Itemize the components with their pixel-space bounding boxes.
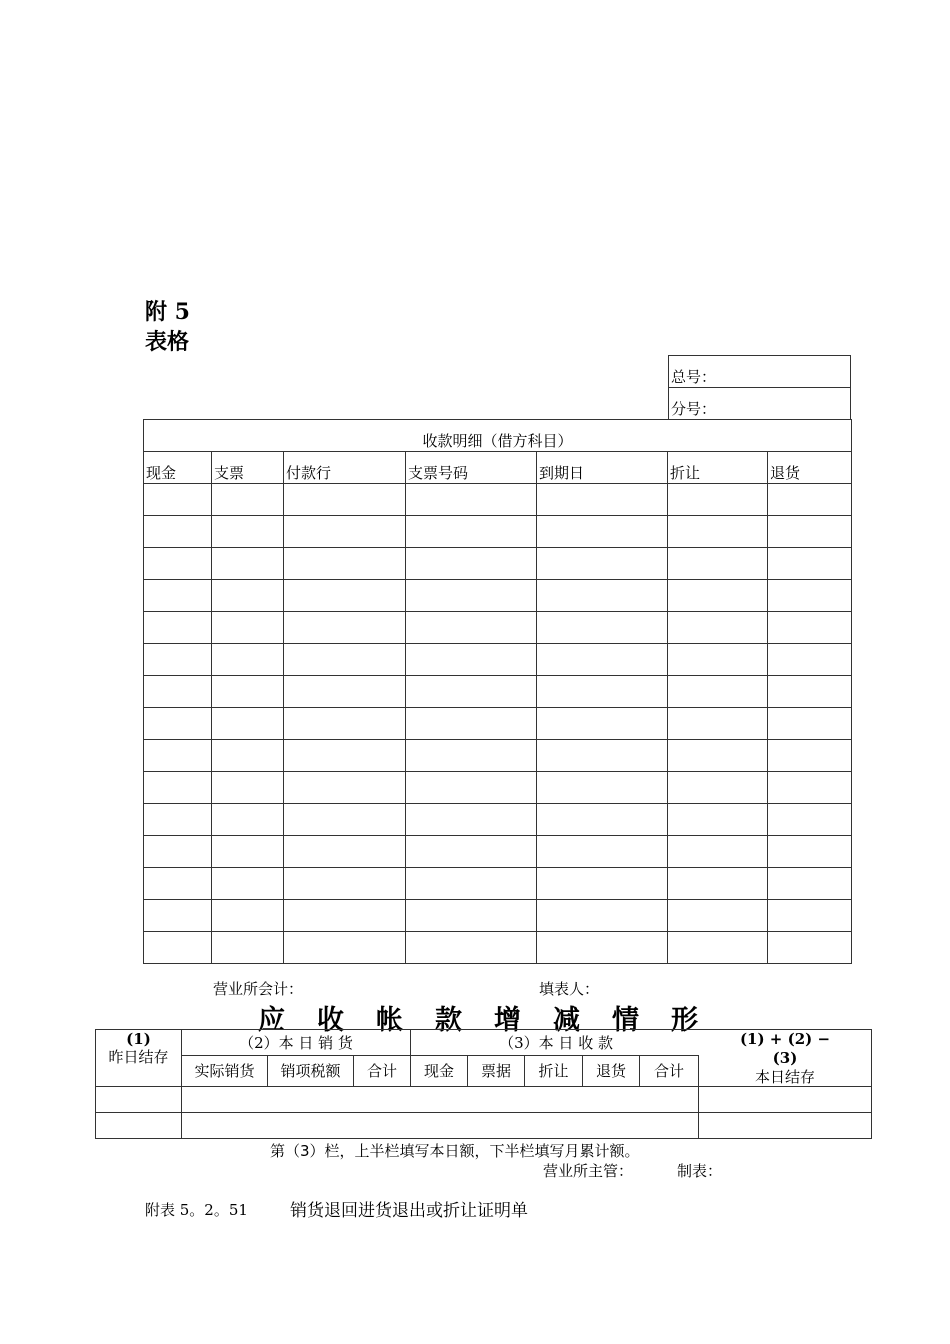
column-header-return: 退货 bbox=[768, 452, 852, 484]
table-cell[interactable] bbox=[668, 708, 768, 740]
table-row bbox=[144, 740, 852, 772]
table-cell[interactable] bbox=[668, 548, 768, 580]
table-cell[interactable] bbox=[144, 708, 212, 740]
table-cell[interactable] bbox=[537, 836, 668, 868]
table-cell[interactable] bbox=[212, 932, 284, 964]
column-header-receipt-notes: 票据 bbox=[468, 1056, 525, 1087]
table-cell[interactable] bbox=[768, 484, 852, 516]
table-cell[interactable] bbox=[284, 772, 406, 804]
yesterday-balance-header bbox=[96, 1030, 182, 1087]
table-row bbox=[96, 1086, 872, 1112]
table-cell[interactable] bbox=[406, 900, 537, 932]
table-cell[interactable] bbox=[144, 836, 212, 868]
table-cell[interactable] bbox=[768, 932, 852, 964]
table-cell[interactable] bbox=[768, 772, 852, 804]
table-cell[interactable] bbox=[144, 612, 212, 644]
table-cell[interactable] bbox=[537, 612, 668, 644]
table-cell[interactable] bbox=[212, 580, 284, 612]
table-cell[interactable] bbox=[284, 708, 406, 740]
table-cell[interactable] bbox=[668, 932, 768, 964]
table-cell[interactable] bbox=[537, 644, 668, 676]
table-row bbox=[144, 644, 852, 676]
serial-number-box bbox=[668, 355, 851, 420]
accountant-signature-label: 营业所会计： bbox=[213, 980, 304, 998]
table-cell[interactable] bbox=[768, 580, 852, 612]
title-character: 增 bbox=[494, 1005, 521, 1036]
table-cell[interactable] bbox=[284, 516, 406, 548]
column-header-receipt-total: 合计 bbox=[640, 1056, 699, 1087]
title-character: 应 bbox=[258, 1005, 285, 1036]
table-row bbox=[96, 1112, 872, 1138]
table-cell[interactable] bbox=[212, 484, 284, 516]
table-cell[interactable] bbox=[212, 836, 284, 868]
total-number-label: 总号： bbox=[669, 356, 851, 388]
table-cell[interactable] bbox=[284, 900, 406, 932]
title-character: 减 bbox=[553, 1005, 580, 1036]
table-row bbox=[144, 676, 852, 708]
table-row bbox=[144, 836, 852, 868]
column-header-actual-sales: 实际销货 bbox=[182, 1056, 268, 1087]
table-cell[interactable] bbox=[212, 900, 284, 932]
today-receipts-group-header: （3）本 日 收 款 bbox=[411, 1030, 872, 1056]
table-cell[interactable] bbox=[537, 772, 668, 804]
table-cell[interactable] bbox=[284, 804, 406, 836]
column-header-check-number: 支票号码 bbox=[406, 452, 537, 484]
table-cell[interactable] bbox=[537, 804, 668, 836]
column-header-receipt-return: 退货 bbox=[583, 1056, 640, 1087]
table-row bbox=[144, 484, 852, 516]
table-cell[interactable] bbox=[96, 1086, 182, 1112]
table-cell[interactable] bbox=[406, 516, 537, 548]
table-cell[interactable] bbox=[212, 516, 284, 548]
table-cell[interactable] bbox=[537, 868, 668, 900]
table-cell[interactable] bbox=[406, 836, 537, 868]
table-cell[interactable] bbox=[537, 484, 668, 516]
table-cell[interactable] bbox=[668, 804, 768, 836]
table-cell[interactable] bbox=[768, 516, 852, 548]
table-cell[interactable] bbox=[284, 932, 406, 964]
table-cell[interactable] bbox=[406, 676, 537, 708]
table-cell[interactable] bbox=[212, 740, 284, 772]
table-cell[interactable] bbox=[96, 1112, 182, 1138]
table-row bbox=[144, 708, 852, 740]
column-header-receipt-cash: 现金 bbox=[411, 1056, 468, 1087]
preparer-signature-label: 填表人： bbox=[539, 980, 600, 998]
section-heading bbox=[145, 297, 190, 357]
table-cell[interactable] bbox=[768, 612, 852, 644]
column-header-output-tax: 销项税额 bbox=[268, 1056, 354, 1087]
table-cell[interactable] bbox=[144, 580, 212, 612]
manager-signature-label: 营业所主管： bbox=[543, 1162, 634, 1180]
today-balance-formula-line-2: (3) bbox=[772, 1049, 798, 1067]
yesterday-balance-label: 昨日结存 bbox=[108, 1048, 169, 1066]
footer-form-title bbox=[290, 1196, 528, 1221]
title-character: 帐 bbox=[376, 1005, 403, 1036]
table-cell[interactable] bbox=[144, 484, 212, 516]
table-cell[interactable] bbox=[768, 868, 852, 900]
table-cell[interactable] bbox=[406, 804, 537, 836]
table-cell[interactable] bbox=[406, 612, 537, 644]
receipt-detail-caption: 收款明细（借方科目） bbox=[144, 420, 852, 452]
table-cell[interactable] bbox=[284, 836, 406, 868]
table-row bbox=[144, 804, 852, 836]
table-cell[interactable] bbox=[144, 868, 212, 900]
table-cell[interactable] bbox=[182, 1112, 699, 1138]
yesterday-balance-number: (1) bbox=[126, 1030, 151, 1048]
table-cell[interactable] bbox=[768, 708, 852, 740]
table-cell[interactable] bbox=[699, 1086, 872, 1112]
column-header-cash: 现金 bbox=[144, 452, 212, 484]
table-cell[interactable] bbox=[768, 836, 852, 868]
today-balance-formula-line-1: (1) + (2) − bbox=[739, 1030, 831, 1048]
table-cell[interactable] bbox=[537, 932, 668, 964]
table-cell[interactable] bbox=[284, 484, 406, 516]
title-character: 收 bbox=[317, 1005, 344, 1036]
table-cell[interactable] bbox=[768, 644, 852, 676]
table-row bbox=[144, 612, 852, 644]
table-row bbox=[144, 516, 852, 548]
footer-form-title-text: 销货退回进货退出或折让证明单 bbox=[290, 1201, 528, 1221]
table-row bbox=[144, 772, 852, 804]
table-cell[interactable] bbox=[144, 772, 212, 804]
table-cell[interactable] bbox=[537, 708, 668, 740]
table-cell[interactable] bbox=[406, 868, 537, 900]
table-cell[interactable] bbox=[284, 612, 406, 644]
table-cell[interactable] bbox=[406, 708, 537, 740]
table-cell[interactable] bbox=[284, 740, 406, 772]
table-cell[interactable] bbox=[768, 804, 852, 836]
table-cell[interactable] bbox=[284, 676, 406, 708]
table-cell[interactable] bbox=[768, 548, 852, 580]
maker-signature-label: 制表： bbox=[677, 1162, 723, 1180]
table-cell[interactable] bbox=[699, 1112, 872, 1138]
column-header-receipt-discount: 折让 bbox=[525, 1056, 583, 1087]
today-balance-label: 本日结存 bbox=[754, 1068, 815, 1086]
table-cell[interactable] bbox=[537, 548, 668, 580]
table-cell[interactable] bbox=[212, 772, 284, 804]
title-character: 形 bbox=[671, 1005, 698, 1036]
heading-line-1: 附 5 bbox=[145, 299, 190, 325]
footer-table-reference: 附表 5。2。51 bbox=[145, 1201, 248, 1219]
today-sales-group-header: （2）本 日 销 货 bbox=[182, 1030, 411, 1056]
table-cell[interactable] bbox=[212, 708, 284, 740]
table-row bbox=[144, 868, 852, 900]
table-cell[interactable] bbox=[537, 580, 668, 612]
table-row bbox=[144, 580, 852, 612]
table-cell[interactable] bbox=[212, 548, 284, 580]
receipt-detail-table bbox=[143, 419, 852, 964]
table-cell[interactable] bbox=[144, 644, 212, 676]
table-cell[interactable] bbox=[284, 548, 406, 580]
table-cell[interactable] bbox=[668, 772, 768, 804]
table-cell[interactable] bbox=[406, 580, 537, 612]
table-cell[interactable] bbox=[144, 548, 212, 580]
table-row bbox=[144, 548, 852, 580]
table-cell[interactable] bbox=[668, 580, 768, 612]
table-cell[interactable] bbox=[284, 868, 406, 900]
heading-line-2: 表格 bbox=[145, 329, 190, 355]
table-cell[interactable] bbox=[406, 484, 537, 516]
table-cell[interactable] bbox=[212, 612, 284, 644]
table-cell[interactable] bbox=[212, 804, 284, 836]
title-character: 款 bbox=[435, 1005, 462, 1036]
table-cell[interactable] bbox=[668, 612, 768, 644]
table-cell[interactable] bbox=[668, 644, 768, 676]
table-cell[interactable] bbox=[537, 516, 668, 548]
table-cell[interactable] bbox=[144, 516, 212, 548]
table-cell[interactable] bbox=[768, 900, 852, 932]
table-cell[interactable] bbox=[668, 484, 768, 516]
table-cell[interactable] bbox=[537, 676, 668, 708]
table-row bbox=[144, 932, 852, 964]
column-3-note: 第（3）栏，上半栏填写本日额，下半栏填写月累计额。 bbox=[270, 1142, 640, 1160]
title-character: 情 bbox=[612, 1005, 639, 1036]
table-cell[interactable] bbox=[406, 644, 537, 676]
table-cell[interactable] bbox=[768, 740, 852, 772]
table-cell[interactable] bbox=[537, 900, 668, 932]
table-cell[interactable] bbox=[212, 644, 284, 676]
column-header-check: 支票 bbox=[212, 452, 284, 484]
table-cell[interactable] bbox=[284, 580, 406, 612]
column-header-discount: 折让 bbox=[668, 452, 768, 484]
table-cell[interactable] bbox=[406, 932, 537, 964]
table-cell[interactable] bbox=[182, 1086, 699, 1112]
column-header-paying-bank: 付款行 bbox=[284, 452, 406, 484]
sub-number-label: 分号： bbox=[669, 388, 851, 420]
table-header-row bbox=[144, 452, 852, 484]
table-cell[interactable] bbox=[537, 740, 668, 772]
table-cell[interactable] bbox=[144, 804, 212, 836]
table-cell[interactable] bbox=[668, 836, 768, 868]
table-cell[interactable] bbox=[668, 516, 768, 548]
table-cell[interactable] bbox=[668, 900, 768, 932]
table-cell[interactable] bbox=[144, 932, 212, 964]
table-cell[interactable] bbox=[406, 548, 537, 580]
table-cell[interactable] bbox=[144, 900, 212, 932]
table-cell[interactable] bbox=[668, 676, 768, 708]
table-cell[interactable] bbox=[406, 740, 537, 772]
table-cell[interactable] bbox=[406, 772, 537, 804]
today-balance-header-text bbox=[699, 1030, 871, 1087]
table-row bbox=[144, 900, 852, 932]
table-cell[interactable] bbox=[668, 868, 768, 900]
table-cell[interactable] bbox=[212, 868, 284, 900]
table-cell[interactable] bbox=[668, 740, 768, 772]
column-header-sales-total: 合计 bbox=[354, 1056, 411, 1087]
table-cell[interactable] bbox=[212, 676, 284, 708]
table-cell[interactable] bbox=[768, 676, 852, 708]
column-header-due-date: 到期日 bbox=[537, 452, 668, 484]
table-cell[interactable] bbox=[284, 644, 406, 676]
table-cell[interactable] bbox=[144, 740, 212, 772]
table-cell[interactable] bbox=[144, 676, 212, 708]
